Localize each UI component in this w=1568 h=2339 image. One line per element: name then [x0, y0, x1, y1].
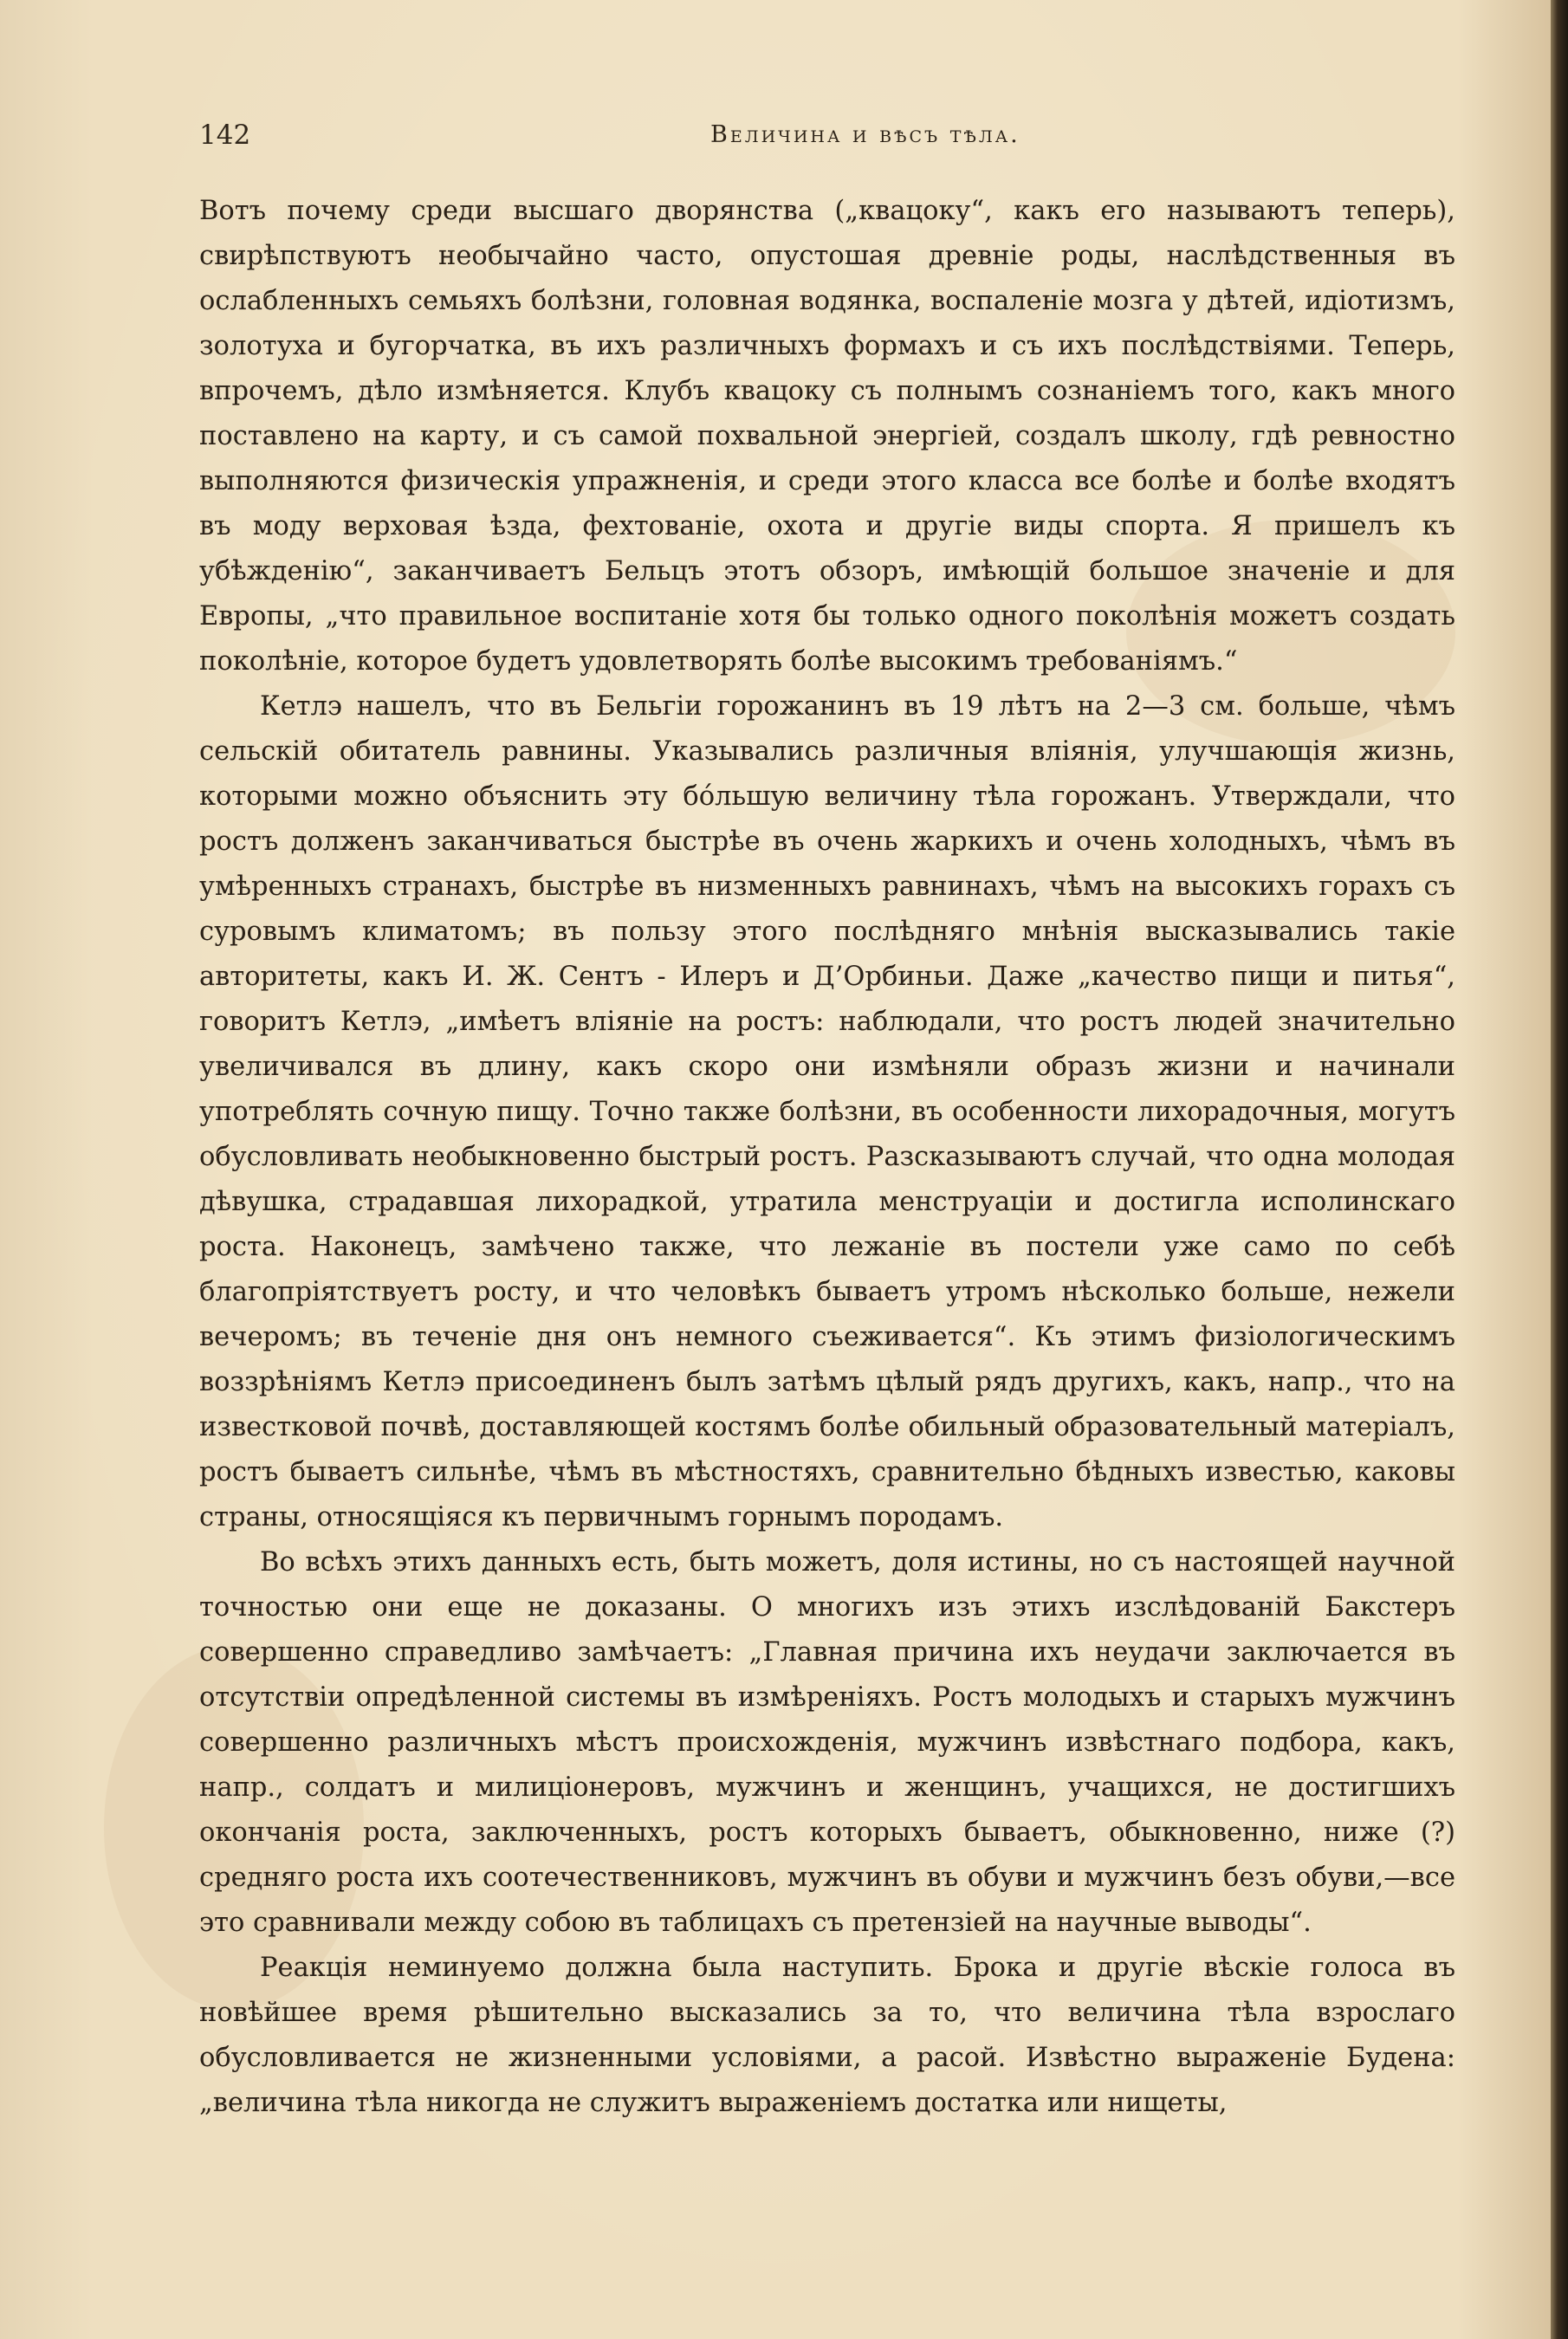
- page-header: [199, 120, 1473, 163]
- paragraph: Во всѣхъ этихъ данныхъ есть, быть можетъ, доля истины, но съ настоящей научной точностью они еще не доказаны. О многихъ изъ этихъ изслѣдованій Бакстеръ совершенно справедливо замѣчаетъ: „Главная причина ихъ неудачи заключается въ отсутствіи опредѣленной системы въ измѣреніяхъ. Ростъ молодыхъ и старыхъ мужчинъ совершенно различныхъ мѣстъ происхожденія, мужчинъ извѣстнаго подбора, какъ, напр., солдатъ и милиціонеровъ, мужчинъ и женщинъ, учащихся, не достигшихъ окончанія роста, заключенныхъ, ростъ которыхъ бываетъ, обыкновенно, ниже (?) средняго роста ихъ соотечественниковъ, мужчинъ въ обуви и мужчинъ безъ обуви,—все это сравнивали между собою въ таблицахъ съ претензіей на научные выводы“.: [199, 1547, 1455, 1938]
- book-gutter-edge: [1551, 0, 1568, 2339]
- body-text: [199, 189, 1455, 2126]
- paragraph: Реакція неминуемо должна была наступить. Брока и другіе вѣскіе голоса въ новѣйшее время рѣшительно высказались за то, что величина тѣла взрослаго обусловливается не жизненными условіями, а расой. Извѣстно выраженіе Будена: „величина тѣла никогда не служитъ выраженіемъ достатка или нищеты,: [199, 1953, 1455, 2118]
- paragraph: Вотъ почему среди высшаго дворянства („квацоку“, какъ его называютъ теперь), свирѣпствуютъ необычайно часто, опустошая древніе роды, наслѣдственныя въ ослабленныхъ семьяхъ болѣзни, головная водянка, воспаленіе мозга у дѣтей, идіотизмъ, золотуха и бугорчатка, въ ихъ различныхъ формахъ и съ ихъ послѣдствіями. Теперь, впрочемъ, дѣло измѣняется. Клубъ квацоку съ полнымъ сознаніемъ того, какъ много поставлено на карту, и съ самой похвальной энергіей, создалъ школу, гдѣ ревностно выполняются физическія упражненія, и среди этого класса все болѣе и болѣе входятъ въ моду верховая ѣзда, фехтованіе, охота и другіе виды спорта. Я пришелъ къ убѣжденію“, заканчиваетъ Бельцъ этотъ обзоръ, имѣющій большое значеніе и для Европы, „что правильное воспитаніе хотя бы только одного поколѣнія можетъ создать поколѣніе, которое будетъ удовлетворять болѣе высокимъ требованіямъ.“: [199, 196, 1455, 677]
- paragraph: Кетлэ нашелъ, что въ Бельгіи горожанинъ въ 19 лѣтъ на 2—3 см. больше, чѣмъ сельскій обитатель равнины. Указывались различныя вліянія, улучшающія жизнь, которыми можно объяснить эту бóльшую величину тѣла горожанъ. Утверждали, что ростъ долженъ заканчиваться быстрѣе въ очень жаркихъ и очень холодныхъ, чѣмъ въ умѣренныхъ странахъ, быстрѣе въ низменныхъ равнинахъ, чѣмъ на высокихъ горахъ съ суровымъ климатомъ; въ пользу этого послѣдняго мнѣнія высказывались такіе авторитеты, какъ И. Ж. Сентъ - Илеръ и Д’Орбиньи. Даже „качество пищи и питья“, говоритъ Кетлэ, „имѣетъ вліяніе на ростъ: наблюдали, что ростъ людей значительно увеличивался въ длину, какъ скоро они измѣняли образъ жизни и начинали употреблять сочную пищу. Точно также болѣзни, въ особенности лихорадочныя, могутъ обусловливать необыкновенно быстрый ростъ. Разсказываютъ случай, что одна молодая дѣвушка, страдавшая лихорадкой, утратила менструаціи и достигла исполинскаго роста. Наконецъ, замѣчено также, что лежаніе въ постели уже само по себѣ благопріятствуетъ росту, и что человѣкъ бываетъ утромъ нѣсколько больше, нежели вечеромъ; въ теченіе дня онъ немного съеживается“. Къ этимъ физіологическимъ воззрѣніямъ Кетлэ присоединенъ былъ затѣмъ цѣлый рядъ другихъ, какъ, напр., что на известковой почвѣ, доставляющей костямъ болѣе обильный образовательный матеріалъ, ростъ бываетъ сильнѣе, чѣмъ въ мѣстностяхъ, сравнительно бѣдныхъ известью, каковы страны, относящіяся къ первичнымъ горнымъ породамъ.: [199, 691, 1455, 1532]
- page-number: 142: [199, 120, 251, 151]
- running-head: Величина и вѣсъ тѣла.: [710, 121, 1020, 148]
